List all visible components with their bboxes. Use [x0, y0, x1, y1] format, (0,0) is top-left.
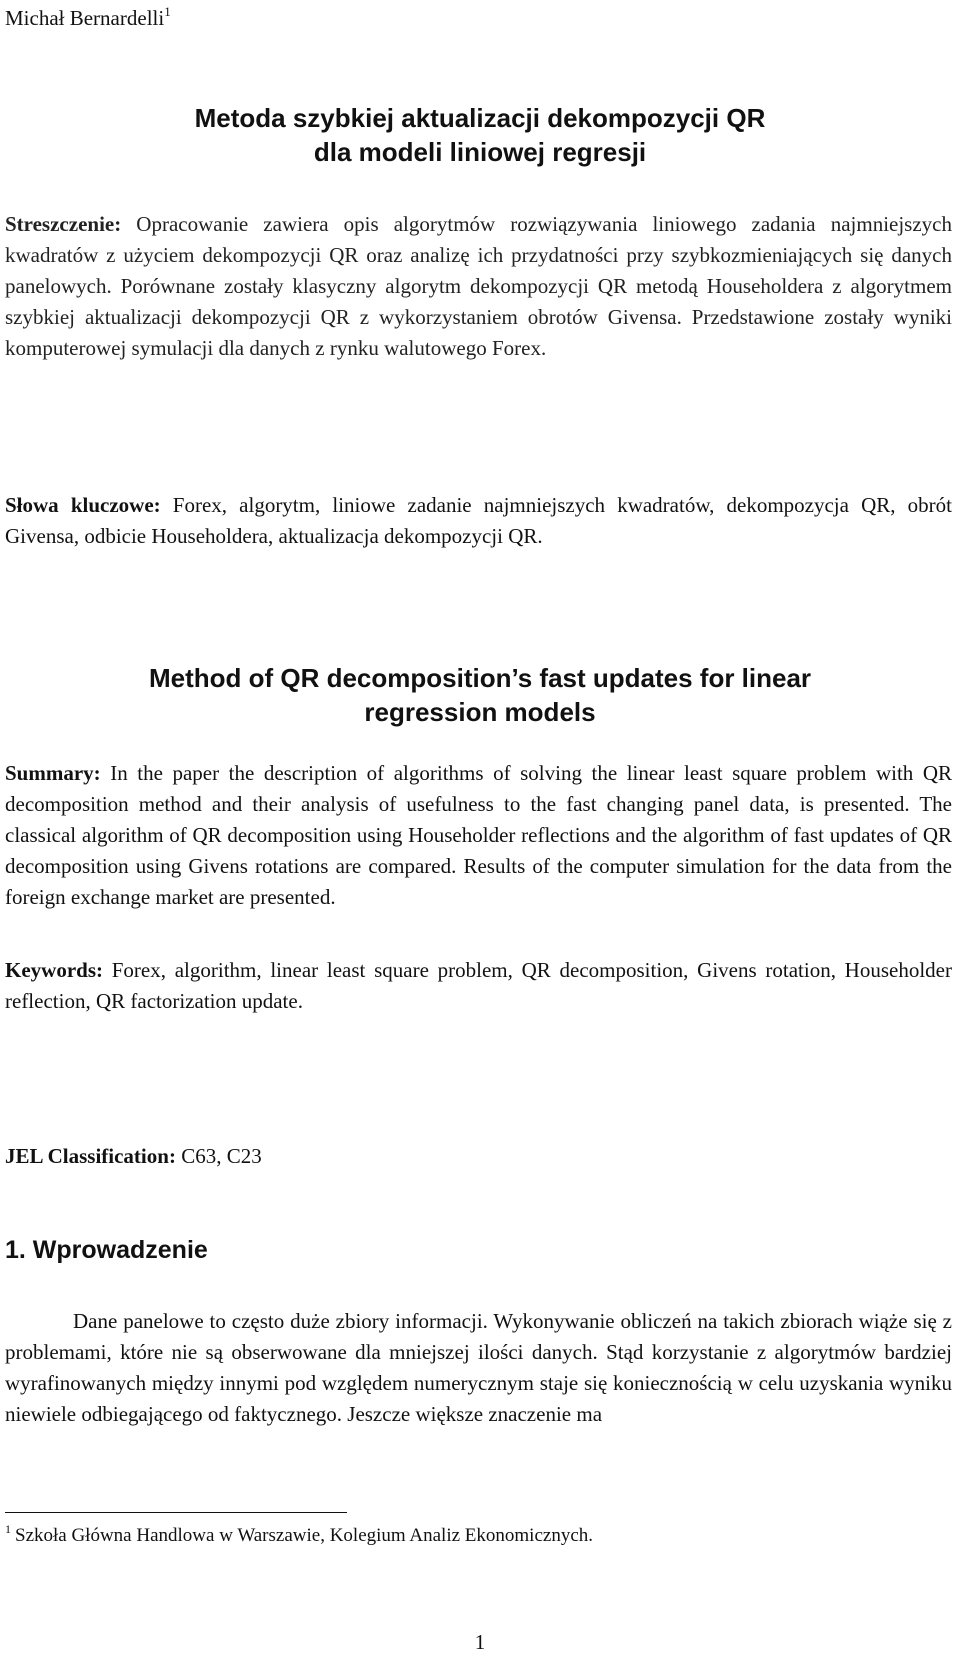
english-title — [0, 661, 960, 729]
section-heading: 1. Wprowadzenie — [5, 1236, 208, 1264]
footnote-text: Szkoła Główna Handlowa w Warszawie, Kolegium Analiz Ekonomicznych. — [15, 1525, 593, 1546]
english-title-line-2: regression models — [364, 697, 596, 727]
footnote — [5, 1522, 593, 1547]
english-summary — [5, 758, 952, 913]
polish-keywords — [5, 490, 952, 552]
polish-keywords-text: Forex, algorytm, liniowe zadanie najmniejszych kwadratów, dekompozycja QR, obrót Givensa, odbicie Householdera, aktualizacja dekompozycji QR. — [5, 493, 952, 548]
english-title-line-1: Method of QR decomposition’s fast updates for linear — [148, 663, 812, 693]
polish-title — [0, 101, 960, 169]
author-name — [5, 4, 171, 31]
english-summary-label: Summary: — [5, 761, 101, 785]
english-keywords-text: Forex, algorithm, linear least square problem, QR decomposition, Givens rotation, Householder reflection, QR factorization update. — [5, 958, 952, 1013]
author-name-text: Michał Bernardelli — [5, 6, 165, 30]
english-keywords — [5, 955, 952, 1017]
polish-abstract-label: Streszczenie: — [5, 212, 122, 236]
english-summary-text: In the paper the description of algorithms of solving the linear least square problem with QR decomposition method and their analysis of usefulness to the fast changing panel data, is presented. The classical algorithm of QR decomposition using Householder reflections and the algorithm of fast updates of QR decomposition using Givens rotations are compared. Results of the computer simulation for the data from the foreign exchange market are presented. — [5, 761, 953, 909]
jel-classification — [5, 1141, 952, 1172]
footnote-mark: 1 — [5, 1522, 11, 1536]
polish-keywords-label: Słowa kluczowe: — [5, 493, 161, 517]
footnote-divider — [5, 1512, 347, 1513]
polish-abstract-text: Opracowanie zawiera opis algorytmów rozwiązywania liniowego zadania najmniejszych kwadratów z użyciem dekompozycji QR oraz analizę ich przydatności przy szybkozmieniających się danych panelowych. Porównane zostały klasyczny algorytm dekompozycji QR metodą Householdera z algorytmem szybkiej aktualizacji dekompozycji QR z wykorzystaniem obrotów Givensa. Przedstawione zostały wyniki komputerowej symulacji dla danych z rynku walutowego Forex. — [5, 212, 952, 360]
intro-paragraph: Dane panelowe to często duże zbiory informacji. Wykonywanie obliczeń na takich zbiorach wiąże się z problemami, które nie są obserwowane dla mniejszej ilości danych. Stąd korzystanie z algorytmów bardziej wyrafinowanych między innymi pod względem numerycznym staje się koniecznością w celu uzyskania wyniku niewiele odbiegającego od faktycznego. Jeszcze większe znaczenie ma — [5, 1309, 952, 1426]
author-footnote-mark: 1 — [164, 4, 171, 19]
polish-title-line-2: dla modeli liniowej regresji — [313, 137, 647, 167]
jel-codes: C63, C23 — [181, 1144, 262, 1168]
polish-title-line-1: Metoda szybkiej aktualizacji dekompozycji QR — [194, 103, 766, 133]
page-number: 1 — [474, 1630, 486, 1654]
jel-label: JEL Classification: — [5, 1144, 176, 1168]
english-keywords-label: Keywords: — [5, 958, 103, 982]
polish-abstract — [5, 209, 952, 364]
